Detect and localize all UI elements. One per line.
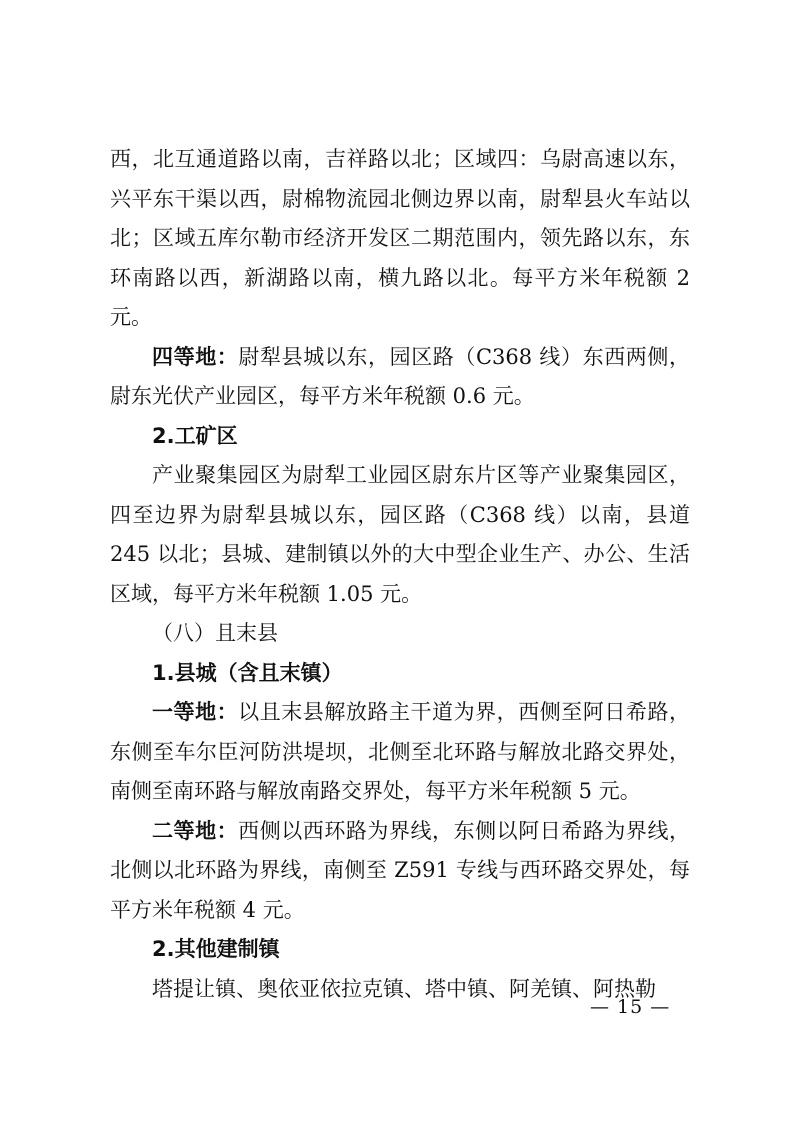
paragraph-grade-four xyxy=(110,338,690,417)
paragraph-text: 以且末县解放路主干道为界，西侧至阿日希路，东侧至车尔臣河防洪堤坝，北侧至北环路与解放北路交界处，南侧至南环路与解放南路交界处，每平方米年税额 5 元。 xyxy=(110,700,691,803)
paragraph-grade-two xyxy=(110,812,690,931)
grade-label: 二等地： xyxy=(152,818,239,843)
section-heading-county-town: 1.县城（含且末镇） xyxy=(152,660,343,685)
grade-label: 一等地： xyxy=(152,700,239,724)
page-number: — 15 — xyxy=(590,996,671,1018)
paragraph-mining-area xyxy=(110,456,690,614)
section-heading-other-towns: 2.其他建制镇 xyxy=(152,937,280,961)
paragraph-text: 塔提让镇、奥依亚依拉克镇、塔中镇、阿羌镇、阿热勒 xyxy=(152,976,656,1001)
grade-label: 四等地： xyxy=(152,344,239,369)
paragraph-grade-one xyxy=(110,693,690,812)
paragraph-text: 西，北互通道路以南，吉祥路以北；区域四：乌尉高速以东，兴平东干渠以西，尉棉物流园北侧边界以南，尉犁县火车站以北；区域五库尔勒市经济开发区二期范围内，领先路以东，东环南路以西，新湖路以南，横九路以北。每平方米年税额 2 元。 xyxy=(110,147,690,329)
section-heading-mining-area: 2.工矿区 xyxy=(152,423,238,448)
section-heading-qiemo-county: （八）且末县 xyxy=(152,621,278,645)
document-body xyxy=(110,140,690,1009)
paragraph-text: 西侧以西环路为界线，东侧以阿日希路为界线，北侧以北环路为界线，南侧至 Z591 专线与西环路交界处，每平方米年税额 4 元。 xyxy=(110,818,691,922)
paragraph-text: 尉犁县城以东，园区路（C368 线）东西两侧，尉东光伏产业园区，每平方米年税额 0.6 元。 xyxy=(110,344,691,408)
paragraph-region-list xyxy=(110,140,690,338)
paragraph-text: 产业聚集园区为尉犁工业园区尉东片区等产业聚集园区，四至边界为尉犁县城以东，园区路（C368 线）以南，县道 245 以北；县城、建制镇以外的大中型企业生产、办公、生活区域，每平方米年税额 1.05 元。 xyxy=(110,463,690,606)
